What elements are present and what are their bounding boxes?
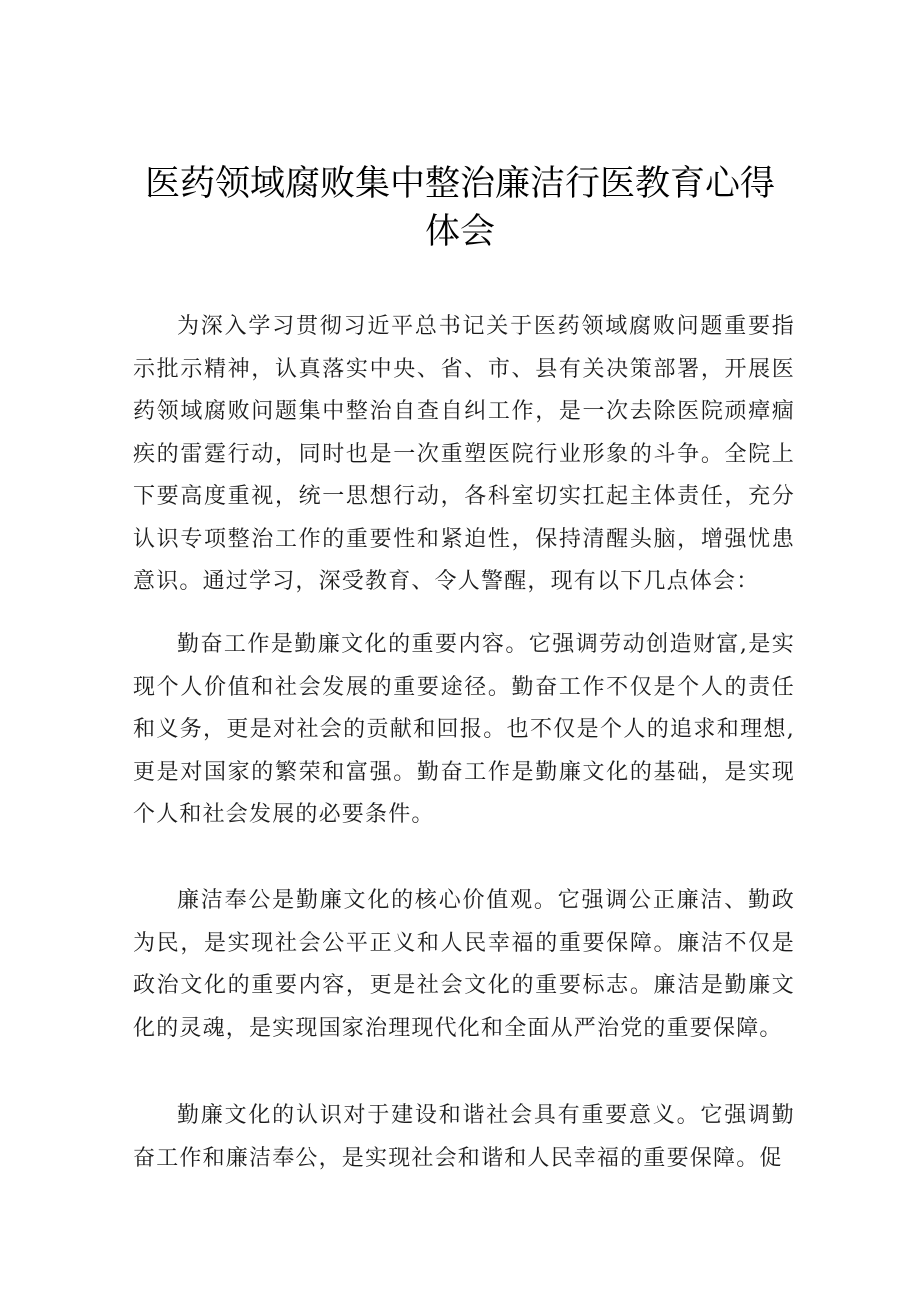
paragraph-intro: 为深入学习贯彻习近平总书记关于医药领域腐败问题重要指示批示精神，认真落实中央、省、市、县有关决策部署，开展医药领域腐败问题集中整治自查自纠工作，是一次去除医院顽瘴痼疾的雷霆行动，同时也是一次重塑医院行业形象的斗争。全院上下要高度重视，统一思想行动，各科室切实扛起主体责任，充分认识专项整治工作的重要性和紧迫性，保持清醒头脑，增强忧患意识。通过学习，深受教育、令人警醒，现有以下几点体会： (133, 314, 795, 594)
paragraph-harmonious-society: 勤廉文化的认识对于建设和谐社会具有重要意义。它强调勤奋工作和廉洁奉公，是实现社会和谐和人民幸福的重要保障。促 (133, 1103, 795, 1171)
title-line-1: 医药领域腐败集中整治廉洁行医教育心得 (144, 164, 775, 204)
paragraph-integrity: 廉洁奉公是勤廉文化的核心价值观。它强调公正廉洁、勤政为民，是实现社会公平正义和人民幸福的重要保障。廉洁不仅是政治文化的重要内容，更是社会文化的重要标志。廉洁是勤廉文化的灵魂，是实现国家治理现代化和全面从严治党的重要保障。 (133, 888, 795, 1041)
document-title (130, 160, 790, 256)
paragraph-diligent-work: 勤奋工作是勤廉文化的重要内容。它强调劳动创造财富,是实现个人价值和社会发展的重要途径。勤奋工作不仅是个人的责任和义务，更是对社会的贡献和回报。也不仅是个人的追求和理想,更是对国家的繁荣和富强。勤奋工作是勤廉文化的基础，是实现个人和社会发展的必要条件。 (133, 632, 795, 827)
title-line-2: 体会 (424, 212, 495, 252)
